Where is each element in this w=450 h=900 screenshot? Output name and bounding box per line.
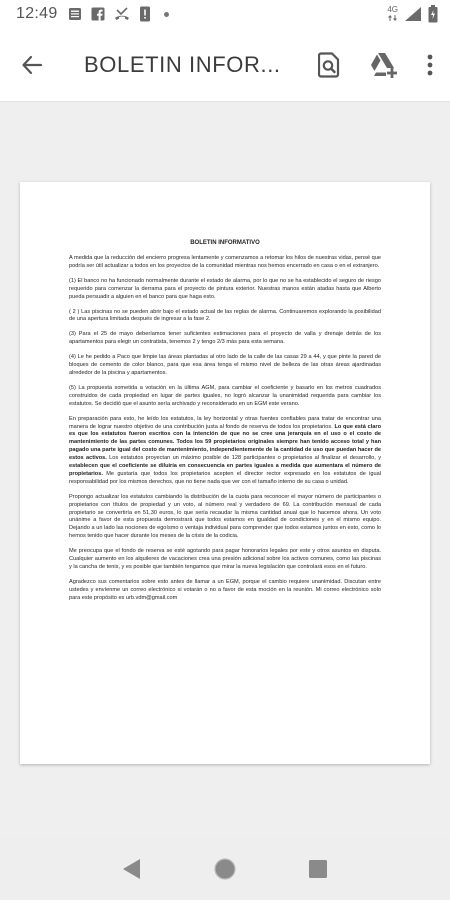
paragraph-closing: Agradezco sus comentarios sobre esto antes de llamar a un EGM, porque el cambio requiere unanimidad. Discutan entre ustedes y envíenme un correo electrónico si votarán o no a favor de esta moción en la reunión. Mi correo electrónico solo para este propósito es urb.vdm@gmail.com bbox=[69, 578, 381, 601]
back-button[interactable] bbox=[0, 28, 64, 102]
nav-recents-icon bbox=[308, 859, 328, 879]
arrow-back-icon bbox=[21, 54, 43, 76]
paragraph-6-text-b: Los estatutos proyectan un máximo posible de 128 participantes o propietarios al finalizar el desarrollo, y bbox=[106, 455, 381, 462]
nav-recents-button[interactable] bbox=[294, 845, 342, 893]
system-navigation-bar bbox=[0, 838, 450, 900]
nav-home-button[interactable] bbox=[201, 845, 249, 893]
news-icon bbox=[68, 7, 82, 21]
document-title: BOLETIN INFOR... bbox=[84, 51, 281, 77]
paragraph-reserve-fund: Me preocupa que el fondo de reserva se esté agotando para pagar honorarios legales por este y otros asuntos en disputa. Cualquier aumento en los alquileres de vacaciones crea una presión adicional sobre los activos comunes, como las piscinas y la cancha de tenis, y es posible que también tengamos que mirar la nueva legislación que controlará esos en el futuro. bbox=[69, 548, 381, 570]
facebook-icon bbox=[91, 7, 105, 21]
alert-icon bbox=[139, 6, 151, 22]
nav-back-icon bbox=[122, 858, 142, 880]
missed-call-icon bbox=[114, 7, 130, 21]
paragraph-1: (1) El banco no ha funcionado normalmente durante el estado de alarma, por lo que no se ha establecido el seguro de riesgo requerido para comenzar la derrama para el proyecto de pintura exterior. Nuestras manos están atadas hasta que Alberto pueda persuadir a alguien en el banco para que haga esto. bbox=[69, 277, 381, 300]
add-to-drive-button[interactable] bbox=[356, 28, 410, 102]
paragraph-6-text-a: En preparación para esto, he leído los estatutos, la ley horizontal y otras fuentes confiables para tratar de encontrar una manera de lograr nuestro objetivo de una contribución justa al fondo de reserva de todos los propietarios. bbox=[69, 415, 381, 430]
network-label: 4G bbox=[387, 5, 398, 14]
system-icons bbox=[387, 5, 438, 23]
paragraph-6-bold-b: establecen que el coeficiente se diluiría en consecuencia en partes iguales a medida que aumentara el número de propietarios. bbox=[69, 463, 381, 477]
paragraph-intro: A medida que la reducción del encierro progresa lentamente y comenzamos a retomar los hilos de nuestras vidas, pensé que podría ser útil actualizar a todos en los proyectos de la comunidad mientras nos hemos encerrado en casa o en el extranjero. bbox=[69, 255, 381, 269]
document-viewer[interactable] bbox=[0, 102, 450, 838]
page-heading: BOLETIN INFORMATIVO bbox=[190, 240, 260, 246]
paragraph-4: (4) Le he pedido a Paco que limpie las áreas plantadas al otro lado de la calle de las casas 29 a 44, y que pinte la pared de bloques de cemento de color blanco, para que esa área tenga el mismo nivel de belleza de las otras áreas ajardinadas alrededor de la piscina y apartamentos. bbox=[69, 354, 381, 376]
signal-icon bbox=[404, 6, 422, 22]
paragraph-6-bold-a: Lo que está claro es que los estatutos fueron escritos con la intención de que no se cree una jerarquía en el uso o el costo de mantenimiento de las partes comunes. Todos los 59 propietarios originales siempre han tenido acceso total y han pagado una parte igual del costo de mantenimiento, independientemente de la cantidad de uso que puedan hacer de estos activos. bbox=[69, 423, 381, 462]
status-bar bbox=[0, 0, 450, 28]
notification-icons bbox=[68, 6, 169, 22]
data-arrows-icon bbox=[388, 14, 398, 22]
more-options-button[interactable] bbox=[410, 28, 450, 102]
paragraph-3: (3) Para el 25 de mayo deberíamos tener suficientes estimaciones para el proyecto de valla y drenaje detrás de los apartamentos para elegir un contratista, tenemos 2 y tengo 2/3 más para esta semana. bbox=[69, 331, 381, 346]
nav-home-icon bbox=[213, 857, 237, 881]
add-to-drive-icon bbox=[368, 52, 398, 78]
paragraph-5: (5) La propuesta sometida a votación en la última AGM, para cambiar el coeficiente y basarlo en los metros cuadrados construidos de cada propiedad en lugar de partes iguales, no logró alcanzar la unanimidad requerida para cambiar los estatutos. Se decidió que el asunto sería archivado y reconsiderado en un EGM este verano. bbox=[69, 384, 381, 407]
status-time: 12:49 bbox=[16, 5, 58, 22]
app-actions bbox=[302, 28, 450, 102]
document-page bbox=[20, 182, 430, 764]
paragraph-2: ( 2 ) Las piscinas no se pueden abrir bajo el estado actual de las reglas de alarma. Continuaremos explorando la posibilidad de una apertura limitada después de ingresar a la fase 2. bbox=[69, 308, 381, 323]
more-vert-icon bbox=[427, 54, 433, 76]
network-indicator bbox=[387, 6, 398, 22]
app-bar bbox=[0, 28, 450, 102]
page-content bbox=[69, 240, 381, 610]
paragraph-6 bbox=[69, 416, 381, 487]
battery-icon bbox=[428, 5, 438, 23]
paragraph-proposal: Propongo actualizar los estatutos cambiando la distribución de la cuota para reconocer el mayor número de participantes o propietarios con títulos de propiedad y un voto, al número real y verdadero de 69. La contribución mensual de cada propietario se convertiría en 51,30 euros, lo que sería recaudar la misma cantidad anual que lo hacemos ahora. Un voto unánime a favor de esta propuesta demostrará que todos estamos en igualdad de condiciones y en el mismo equipo. Dejando a un lado las nociones de egoísmo o ventaja individual para comprender que todos estamos juntos en esto, como lo hemos tenido que hacer durante los meses de la crisis de la codicia. bbox=[69, 493, 381, 540]
nav-back-button[interactable] bbox=[108, 845, 156, 893]
search-document-icon bbox=[318, 52, 340, 78]
paragraph-6-text-c: Me gustaría que todos los propietarios acepten el director rector expresado en los estatutos de igual responsabilidad por los mismos derechos, que no tiene nada que ver con el tamaño interno de su casa o unidad. bbox=[69, 470, 381, 485]
dot-icon bbox=[164, 12, 169, 17]
search-document-button[interactable] bbox=[302, 28, 356, 102]
